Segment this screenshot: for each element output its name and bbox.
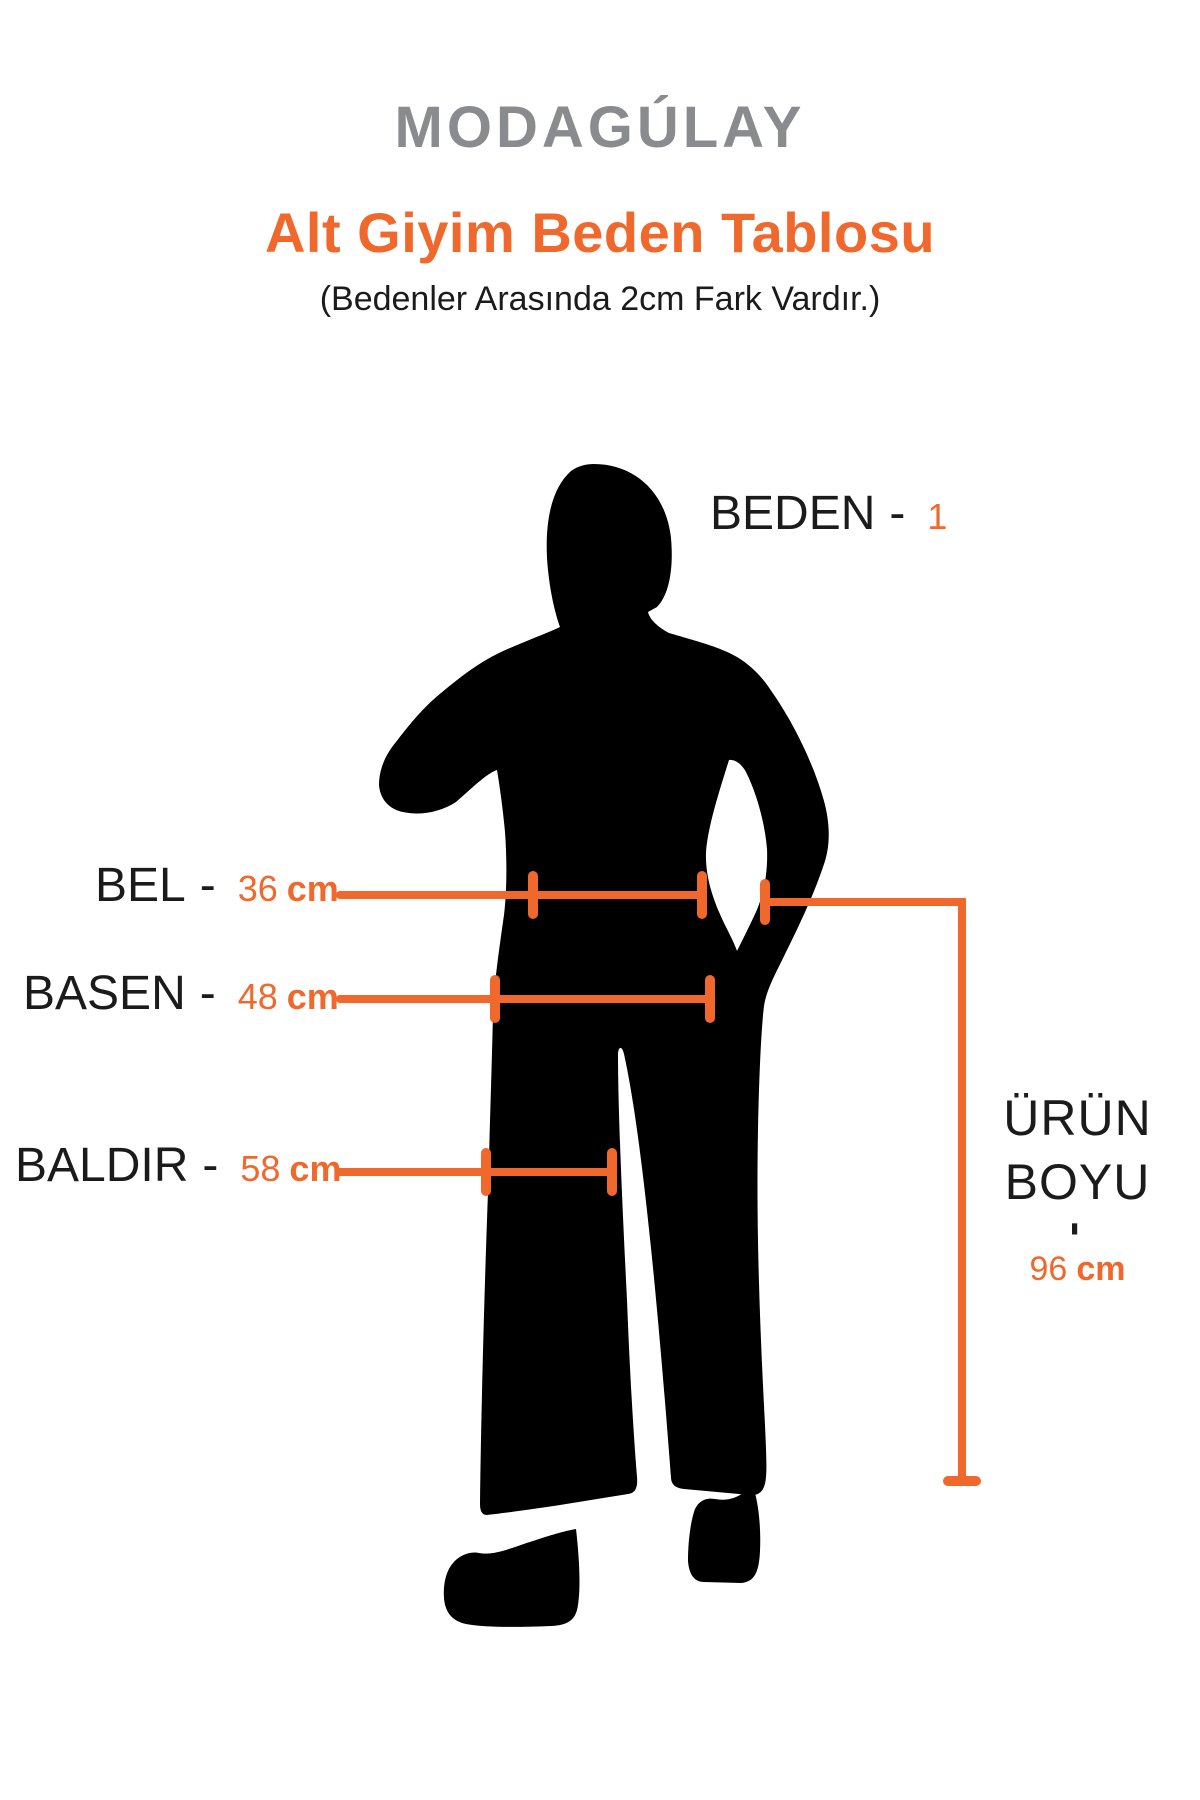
product-length-measure-line [765,902,962,1481]
size-value: 1 [927,496,948,537]
page-title: Alt Giyim Beden Tablosu [264,201,936,264]
hip-value: 48 [237,976,278,1017]
product-length-unit: cm [1076,1250,1126,1288]
brand-logo: MODAGÚLAY [394,95,806,160]
waist-label: BEL [95,859,186,912]
hip-unit: cm [286,976,339,1017]
size-separator: - [889,487,906,540]
person-silhouette [379,464,829,1515]
waist-separator: - [199,859,216,912]
left-shoe [444,1529,580,1627]
hip-label: BASEN [23,967,186,1020]
product-length-block [985,1086,1170,1289]
product-length-value: 96 [1029,1250,1068,1288]
thigh-label: BALDIR [15,1139,189,1192]
thigh-separator: - [202,1139,219,1192]
product-length-label-line1: ÜRÜN [1003,1090,1152,1146]
waist-unit: cm [286,868,339,909]
thigh-unit: cm [289,1148,342,1189]
hip-separator: - [199,967,216,1020]
waist-measurement-row [95,858,339,913]
thigh-measurement-row [15,1138,341,1193]
product-length-separator-dash: - [1053,1221,1103,1237]
thigh-value: 58 [240,1148,281,1189]
waist-value: 36 [237,868,278,909]
right-shoe [688,1489,760,1583]
product-length-label-line2: BOYU [1004,1154,1151,1210]
size-label: BEDEN [710,487,876,540]
page-subtitle: (Bedenler Arasında 2cm Fark Vardır.) [319,280,881,318]
hip-measurement-row [23,966,339,1021]
size-badge [710,486,947,541]
